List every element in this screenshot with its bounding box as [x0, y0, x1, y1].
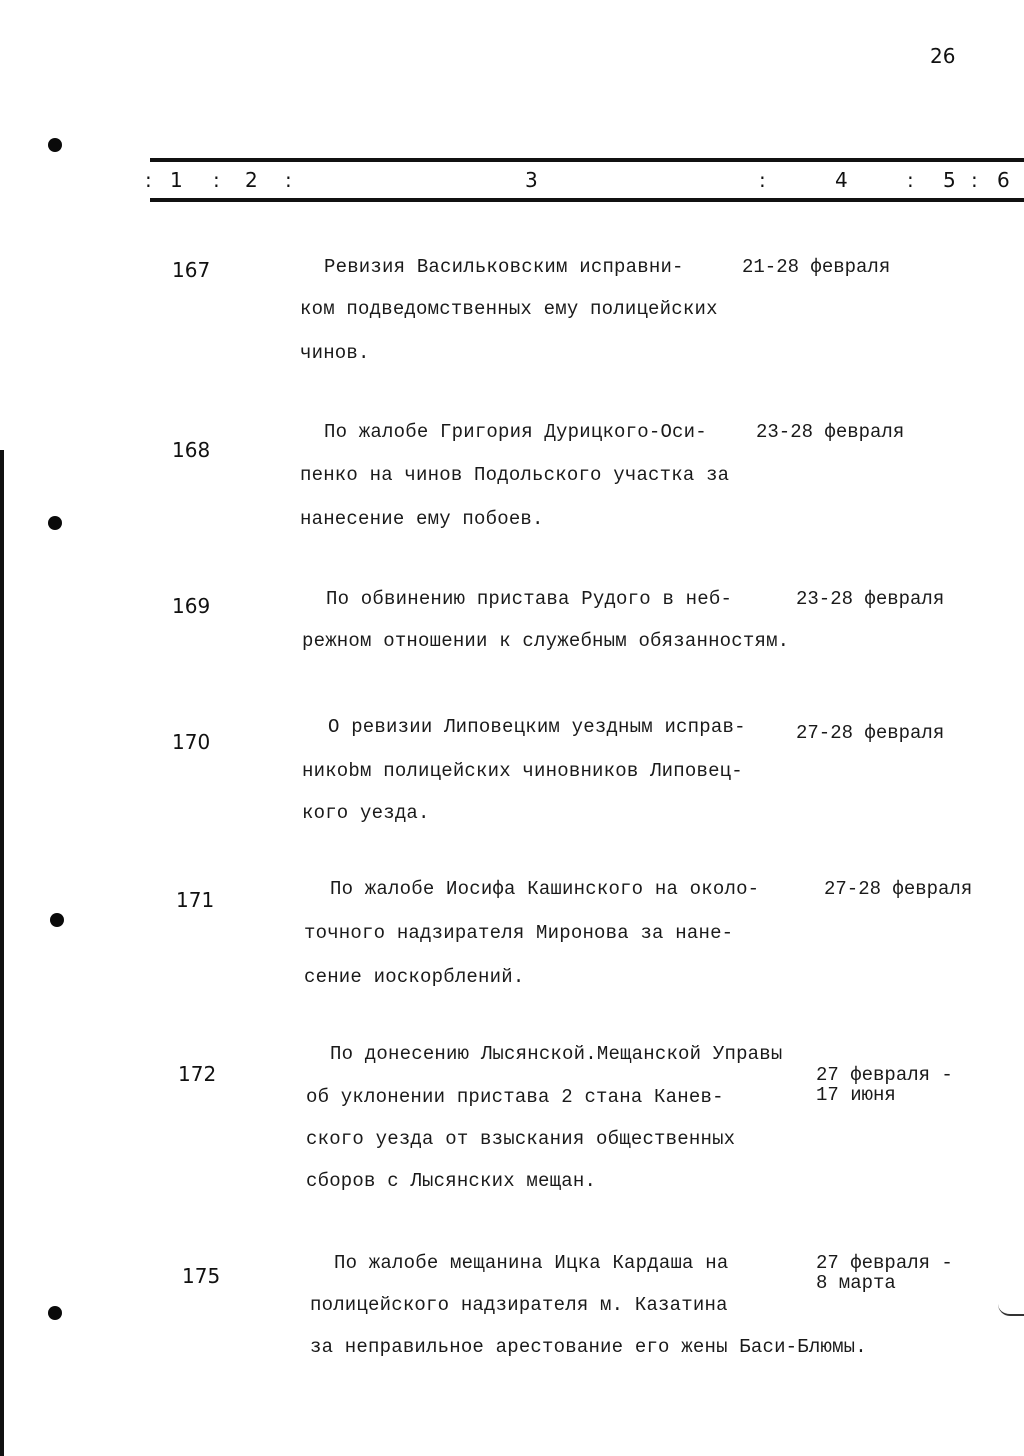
entry-number: 169	[172, 594, 211, 618]
entry-description-line: ского уезда от взыскания общественных	[306, 1128, 736, 1150]
entry-description-line: сборов с Лысянских мещан.	[306, 1170, 597, 1192]
header-bottom-rule	[150, 198, 1024, 202]
entry-description-line: По обвинению пристава Рудого в неб-	[326, 588, 733, 610]
entry-number: 175	[182, 1264, 221, 1288]
entry-date-end: 8 марта	[816, 1272, 896, 1294]
column-header-3: 3	[525, 168, 538, 192]
entry-description-line: полицейского надзирателя м. Казатина	[310, 1294, 728, 1316]
column-sep: :	[759, 168, 766, 192]
entry-number: 168	[172, 438, 211, 462]
punch-hole-icon	[48, 1306, 62, 1320]
column-header-row	[145, 168, 1024, 198]
entry-description-line: По жалобе Григория Дурицкого-Оси-	[324, 421, 707, 443]
entry-description-line: никоbм полицейских чиновников Липовец-	[302, 760, 743, 782]
punch-hole-icon	[48, 516, 62, 530]
entry-description-line: По донесению Лысянской.Мещанской Управы	[330, 1043, 783, 1065]
column-sep: :	[213, 168, 220, 192]
column-sep: :	[971, 168, 978, 192]
entry-description-line: О ревизии Липовецким уездным исправ-	[328, 716, 746, 738]
column-header-6: 6	[997, 168, 1010, 192]
entry-description-line: Ревизия Васильковским исправни-	[324, 256, 684, 278]
entry-description-line: По жалобе мещанина Ицка Кардаша на	[334, 1252, 729, 1274]
column-sep: :	[145, 168, 152, 192]
margin-pen-mark	[998, 1304, 1024, 1316]
page-number: 26	[930, 44, 956, 68]
entry-number: 171	[176, 888, 215, 912]
entry-description-line: за неправильное арестование его жены Баси-Блюмы.	[310, 1336, 867, 1358]
entry-date-start: 27 февраля -	[816, 1064, 953, 1086]
entry-date: 27-28 февраля	[796, 722, 945, 744]
entry-description-line: нанесение ему побоев.	[300, 508, 544, 530]
entry-description-line: чинов.	[300, 342, 370, 364]
column-sep: :	[907, 168, 914, 192]
entry-description-line: ком подведомственных ему полицейских	[300, 298, 718, 320]
entry-number: 167	[172, 258, 211, 282]
entry-description-line: точного надзирателя Миронова за нане-	[304, 922, 734, 944]
column-sep: :	[285, 168, 292, 192]
entry-number: 172	[178, 1062, 217, 1086]
entry-date: 21-28 февраля	[742, 256, 891, 278]
entry-description-line: По жалобе Иосифа Кашинского на около-	[330, 878, 760, 900]
column-header-4: 4	[835, 168, 848, 192]
column-header-5: 5	[943, 168, 956, 192]
entry-description-line: сение иоскорблений.	[304, 966, 525, 988]
punch-hole-icon	[50, 913, 64, 927]
column-header-2: 2	[245, 168, 258, 192]
entry-date-start: 27 февраля -	[816, 1252, 953, 1274]
entry-description-line: кого уезда.	[302, 802, 430, 824]
punch-hole-icon	[48, 138, 62, 152]
entry-description-line: об уклонении пристава 2 стана Канев-	[306, 1086, 724, 1108]
column-header-1: 1	[170, 168, 183, 192]
entry-date-end: 17 июня	[816, 1084, 896, 1106]
entry-description-line: пенко на чинов Подольского участка за	[300, 464, 730, 486]
scan-edge-shadow	[0, 450, 4, 1456]
entry-description-line: режном отношении к служебным обязанностям.	[302, 630, 790, 652]
entry-number: 170	[172, 730, 211, 754]
entry-date: 27-28 февраля	[824, 878, 973, 900]
header-top-rule	[150, 158, 1024, 162]
entry-date: 23-28 февраля	[796, 588, 945, 610]
entry-date: 23-28 февраля	[756, 421, 905, 443]
